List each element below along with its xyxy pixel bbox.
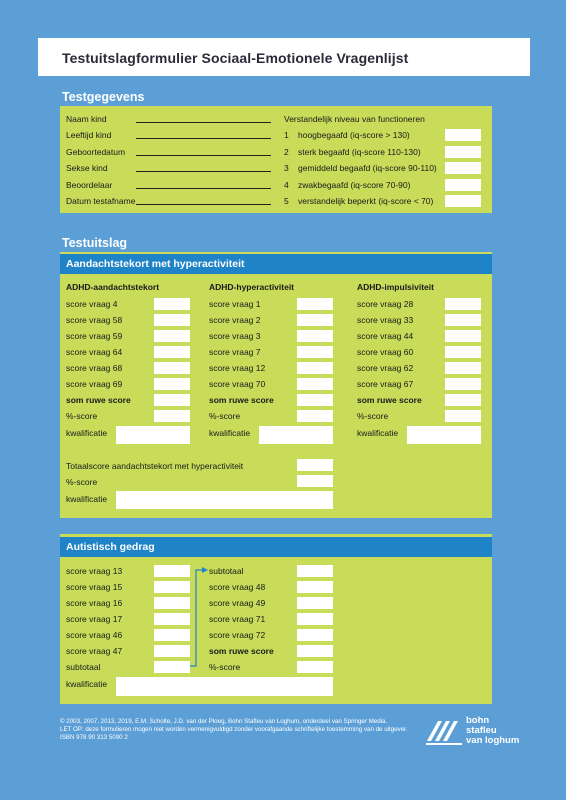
- isbn-text: ISBN 978 90 313 5090 2: [60, 734, 128, 741]
- score-box[interactable]: [154, 330, 190, 342]
- score-label: score vraag 58: [66, 315, 123, 325]
- kwal-label: kwalificatie: [357, 428, 399, 438]
- logo-line: van loghum: [466, 735, 520, 746]
- niveau-checkbox[interactable]: [445, 179, 481, 191]
- niveau-num: 2: [284, 147, 289, 157]
- som-box[interactable]: [297, 645, 333, 657]
- niveau-num: 4: [284, 180, 289, 190]
- niveau-label: verstandelijk beperkt (iq-score < 70): [298, 196, 434, 206]
- kwal-label: kwalificatie: [209, 428, 251, 438]
- total-box[interactable]: [297, 459, 333, 471]
- title-bar: [38, 38, 530, 76]
- score-box[interactable]: [297, 298, 333, 310]
- perc-box[interactable]: [154, 410, 190, 422]
- field-line-beoordelaar[interactable]: [136, 188, 271, 189]
- score-box[interactable]: [297, 330, 333, 342]
- perc-label: %-score: [357, 411, 389, 421]
- testgegevens-heading: Testgegevens: [62, 90, 145, 104]
- score-label: score vraag 28: [357, 299, 414, 309]
- som-label: som ruwe score: [209, 646, 274, 656]
- score-label: score vraag 59: [66, 331, 123, 341]
- niveau-checkbox[interactable]: [445, 129, 481, 141]
- score-label: score vraag 71: [209, 614, 266, 624]
- niveau-checkbox[interactable]: [445, 195, 481, 207]
- autisme-subheading: Autistisch gedrag: [60, 537, 492, 557]
- field-label: Naam kind: [66, 114, 107, 124]
- score-box[interactable]: [154, 346, 190, 358]
- score-box[interactable]: [154, 298, 190, 310]
- niveau-label: hoogbegaafd (iq-score > 130): [298, 130, 410, 140]
- field-line-sekse[interactable]: [136, 171, 271, 172]
- kwal-box[interactable]: [116, 426, 190, 444]
- total-kwal-label: kwalificatie: [66, 494, 108, 504]
- subtotaal-label: subtotaal: [209, 566, 244, 576]
- field-line-leeftijd[interactable]: [136, 138, 271, 139]
- score-box[interactable]: [297, 314, 333, 326]
- subtotaal-label: subtotaal: [66, 662, 101, 672]
- field-label: Sekse kind: [66, 163, 108, 173]
- niveau-heading: Verstandelijk niveau van functioneren: [284, 114, 425, 124]
- score-box[interactable]: [445, 362, 481, 374]
- score-box[interactable]: [297, 613, 333, 625]
- subtotaal-box[interactable]: [154, 661, 190, 673]
- perc-label: %-score: [66, 411, 98, 421]
- score-box[interactable]: [297, 629, 333, 641]
- notice-text: LET OP: deze formulieren mogen niet worden vermenigvuldigd zonder voorafgaande schriftelijke toestemming van de uitgever.: [60, 726, 408, 733]
- score-label: score vraag 64: [66, 347, 123, 357]
- total-kwal-box[interactable]: [116, 491, 333, 509]
- score-box[interactable]: [154, 629, 190, 641]
- score-box[interactable]: [154, 581, 190, 593]
- publisher-logo-text: [466, 716, 519, 746]
- score-box[interactable]: [445, 330, 481, 342]
- score-label: score vraag 70: [209, 379, 266, 389]
- kwal-box[interactable]: [407, 426, 481, 444]
- page-title: Testuitslagformulier Sociaal-Emotionele Vragenlijst: [62, 50, 409, 66]
- score-label: score vraag 33: [357, 315, 414, 325]
- arrow-connector-icon: [186, 563, 210, 671]
- perc-box[interactable]: [297, 410, 333, 422]
- niveau-label: sterk begaafd (iq-score 110-130): [298, 147, 421, 157]
- field-label: Geboortedatum: [66, 147, 126, 157]
- field-line-geboortedatum[interactable]: [136, 155, 271, 156]
- score-box[interactable]: [154, 314, 190, 326]
- score-label: score vraag 2: [209, 315, 261, 325]
- niveau-num: 1: [284, 130, 289, 140]
- score-label: score vraag 44: [357, 331, 414, 341]
- niveau-label: zwakbegaafd (iq-score 70-90): [298, 180, 411, 190]
- total-perc-label: %-score: [66, 477, 98, 487]
- score-box[interactable]: [445, 346, 481, 358]
- perc-label: %-score: [209, 662, 241, 672]
- adhd-column-title: ADHD-impulsiviteit: [357, 282, 434, 292]
- niveau-num: 3: [284, 163, 289, 173]
- total-label: Totaalscore aandachtstekort met hyperactiviteit: [66, 461, 244, 471]
- kwal-box[interactable]: [116, 677, 333, 696]
- score-label: score vraag 13: [66, 566, 123, 576]
- score-label: score vraag 3: [209, 331, 261, 341]
- score-label: score vraag 46: [66, 630, 123, 640]
- field-line-naam[interactable]: [136, 122, 271, 123]
- field-label: Datum testafname: [66, 196, 136, 206]
- perc-box[interactable]: [297, 661, 333, 673]
- testuitslag-heading: Testuitslag: [62, 236, 128, 250]
- som-label: som ruwe score: [66, 395, 131, 405]
- field-label: Beoordelaar: [66, 180, 113, 190]
- niveau-checkbox[interactable]: [445, 162, 481, 174]
- som-box[interactable]: [445, 394, 481, 406]
- score-box[interactable]: [154, 613, 190, 625]
- score-box[interactable]: [297, 362, 333, 374]
- score-box[interactable]: [297, 378, 333, 390]
- total-perc-box[interactable]: [297, 475, 333, 487]
- score-box[interactable]: [297, 597, 333, 609]
- niveau-num: 5: [284, 196, 289, 206]
- score-label: score vraag 49: [209, 598, 266, 608]
- score-box[interactable]: [154, 362, 190, 374]
- score-label: score vraag 62: [357, 363, 414, 373]
- logo-line: bohn: [466, 715, 490, 726]
- score-label: score vraag 47: [66, 646, 123, 656]
- score-label: score vraag 48: [209, 582, 266, 592]
- logo-line: stafleu: [466, 725, 497, 736]
- score-box[interactable]: [154, 597, 190, 609]
- som-box[interactable]: [154, 394, 190, 406]
- score-box[interactable]: [445, 314, 481, 326]
- score-label: score vraag 16: [66, 598, 123, 608]
- field-label: Leeftijd kind: [66, 130, 112, 140]
- perc-label: %-score: [209, 411, 241, 421]
- score-label: score vraag 7: [209, 347, 261, 357]
- kwal-label: kwalificatie: [66, 679, 108, 689]
- score-box[interactable]: [154, 565, 190, 577]
- score-box[interactable]: [445, 378, 481, 390]
- som-label: som ruwe score: [209, 395, 274, 405]
- subtotaal-box[interactable]: [297, 565, 333, 577]
- score-label: score vraag 1: [209, 299, 261, 309]
- adhd-subheading: Aandachtstekort met hyperactiviteit: [60, 254, 492, 274]
- niveau-label: gemiddeld begaafd (iq-score 90-110): [298, 163, 437, 173]
- kwal-box[interactable]: [259, 426, 333, 444]
- som-label: som ruwe score: [357, 395, 422, 405]
- score-label: score vraag 15: [66, 582, 123, 592]
- score-label: score vraag 68: [66, 363, 123, 373]
- score-box[interactable]: [154, 378, 190, 390]
- score-label: score vraag 12: [209, 363, 266, 373]
- adhd-column-title: ADHD-aandachtstekort: [66, 282, 160, 292]
- som-box[interactable]: [297, 394, 333, 406]
- score-label: score vraag 69: [66, 379, 123, 389]
- score-box[interactable]: [154, 645, 190, 657]
- perc-box[interactable]: [445, 410, 481, 422]
- adhd-column-title: ADHD-hyperactiviteit: [209, 282, 295, 292]
- score-label: score vraag 60: [357, 347, 414, 357]
- niveau-checkbox[interactable]: [445, 146, 481, 158]
- field-line-datum[interactable]: [136, 204, 271, 205]
- score-box[interactable]: [445, 298, 481, 310]
- score-label: score vraag 67: [357, 379, 414, 389]
- copyright-text: © 2003, 2007, 2013, 2019, E.M. Scholte, J.D. van der Ploeg, Bohn Stafleu van Loghum, onderdeel van Springer Media.: [60, 718, 388, 725]
- kwal-label: kwalificatie: [66, 428, 108, 438]
- score-label: score vraag 72: [209, 630, 266, 640]
- score-box[interactable]: [297, 346, 333, 358]
- score-box[interactable]: [297, 581, 333, 593]
- score-label: score vraag 4: [66, 299, 118, 309]
- score-label: score vraag 17: [66, 614, 123, 624]
